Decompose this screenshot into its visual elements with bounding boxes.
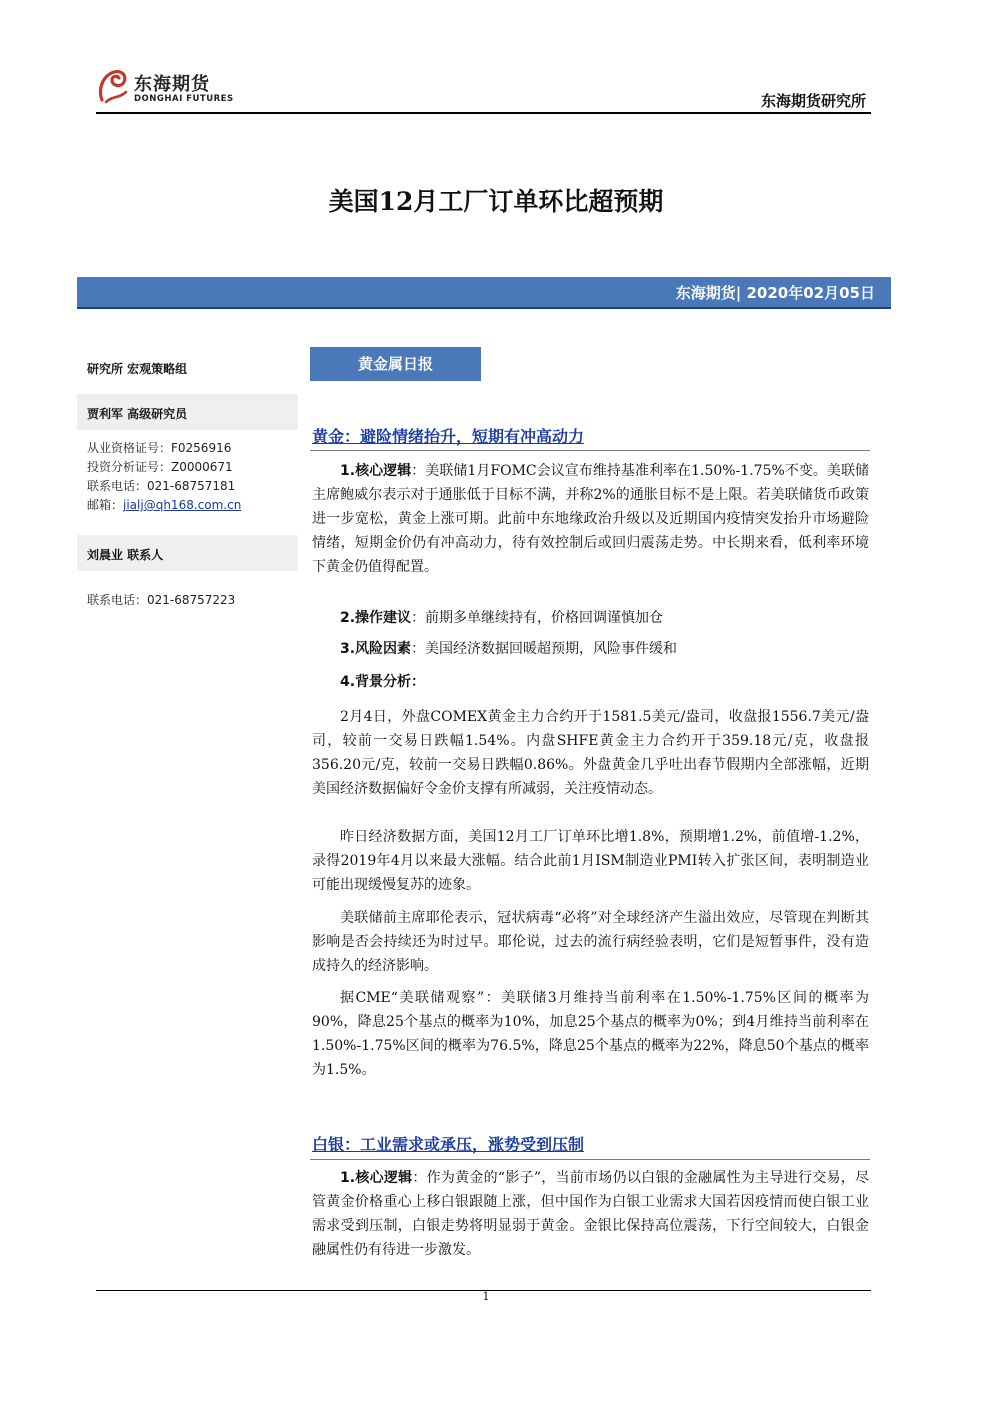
- gold-core-text: ：美联储1月FOMC会议宣布维持基准利率在1.50%-1.75%不变。美联储主席鲍威尔表示对于通胀低于目标不满，并称2%的通胀目标不是上限。若美联储货币政策进一步宽松，黄金上涨可期。此前中东地缘政治升级以及近期国内疫情突发抬升市场避险情绪，短期金价仍有冲高动力，待有效控制后或回归震荡走势。中长期来看，低利率环境下黄金仍值得配置。: [312, 463, 870, 575]
- logo-chinese-name: 东海期货: [134, 74, 210, 95]
- silver-section-heading: 白银：工业需求或承压，涨势受到压制: [312, 1135, 585, 1154]
- analyst-email-link[interactable]: jialj@qh168.com.cn: [123, 498, 242, 512]
- gold-section-heading: 黄金：避险情绪抬升，短期有冲高动力: [312, 427, 585, 446]
- gold-background-label: [312, 670, 869, 694]
- gold-paragraph: 美联储前主席耶伦表示，冠状病毒“必将”对全球经济产生溢出效应，尽管现在判断其影响是否会持续还为时过早。耶伦说，过去的流行病经验表明，它们是短暂事件，没有造成持久的经济影响。: [312, 910, 869, 974]
- silver-section-divider: [310, 1159, 870, 1160]
- logo-english-name: DONGHAI FUTURES: [134, 94, 234, 104]
- contact-phone: 联系电话：021-68757223: [87, 593, 236, 607]
- gold-section-divider: [310, 450, 870, 451]
- email-label: 邮箱：: [87, 498, 124, 512]
- gold-paragraph: 昨日经济数据方面，美国12月工厂订单环比增1.8%，预期增1.2%，前值增-1.2%，录得2019年4月以来最大涨幅。结合此前1月ISM制造业PMI转入扩张区间，表明制造业可能出现缓慢复苏的迹象。: [312, 829, 869, 893]
- contact-name-box: [77, 535, 298, 571]
- gold-risk-factors: [312, 637, 869, 661]
- gold-bg-label: 4.背景分析：: [340, 674, 426, 690]
- silver-core-label: 1.核心逻辑: [340, 1170, 413, 1186]
- analyst-phone: 联系电话：021-68757181: [87, 479, 236, 493]
- analyst-qualification: 从业资格证号：F0256916: [87, 441, 232, 455]
- analyst-name: 贾利军 高级研究员: [87, 407, 188, 421]
- analyst-email-row: [87, 496, 241, 513]
- department-label: 研究所 宏观策略组: [87, 362, 188, 376]
- gold-core-logic: [312, 459, 869, 579]
- gold-op-label: 2.操作建议: [340, 610, 412, 626]
- gold-op-text: ：前期多单继续持有，价格回调谨慎加仓: [411, 610, 664, 626]
- date-banner: [77, 277, 891, 309]
- silver-core-text: ：作为黄金的“影子”，当前市场仍以白银的金融属性为主导进行交易，尽管黄金价格重心上移白银跟随上涨，但中国作为白银工业需求大国若因疫情而使白银工业需求受到压制，白银走势将明显弱于黄金。金银比保持高位震荡，下行空间较大，白银金融属性仍有待进一步激发。: [312, 1170, 869, 1258]
- gold-core-label: 1.核心逻辑: [340, 463, 412, 479]
- gold-paragraph: 2月4日，外盘COMEX黄金主力合约开于1581.5美元/盎司，收盘报1556.7美元/盎司，较前一交易日跌幅1.54%。内盘SHFE黄金主力合约开于359.18元/克，收盘报356.20元/克，较前一交易日跌幅0.86%。外盘黄金几乎吐出春节假期内全部涨幅，近期美国经济数据偏好令金价支撑有所减弱，关注疫情动态。: [312, 709, 869, 797]
- dragon-logo-icon: [96, 66, 130, 106]
- report-type-tag: 黄金属日报: [310, 347, 481, 381]
- gold-risk-text: ：美国经济数据回暖超预期，风险事件缓和: [411, 641, 678, 657]
- header-divider: [96, 112, 871, 114]
- analyst-investment-license: 投资分析证号：Z0000671: [87, 460, 233, 474]
- gold-risk-label: 3.风险因素: [340, 641, 412, 657]
- report-title: 美国12月工厂订单环比超预期: [328, 187, 664, 216]
- banner-date-text: 东海期货| 2020年02月05日: [675, 284, 875, 302]
- gold-paragraph: 据CME“美联储观察”：美联储3月维持当前利率在1.50%-1.75%区间的概率为90%，降息25个基点的概率为10%，加息25个基点的概率为0%；到4月维持当前利率在1.50%-1.75%区间的概率为76.5%，降息25个基点的概率为22%，降息50个基点的概率为1.5%。: [312, 990, 869, 1078]
- page-number: 1: [482, 1290, 490, 1303]
- analyst-name-box: [77, 394, 298, 430]
- gold-operation-advice: [312, 606, 869, 630]
- silver-core-logic: [312, 1166, 869, 1262]
- contact-name: 刘晨业 联系人: [87, 548, 164, 562]
- company-logo: [96, 66, 236, 108]
- institute-name: 东海期货研究所: [760, 92, 866, 110]
